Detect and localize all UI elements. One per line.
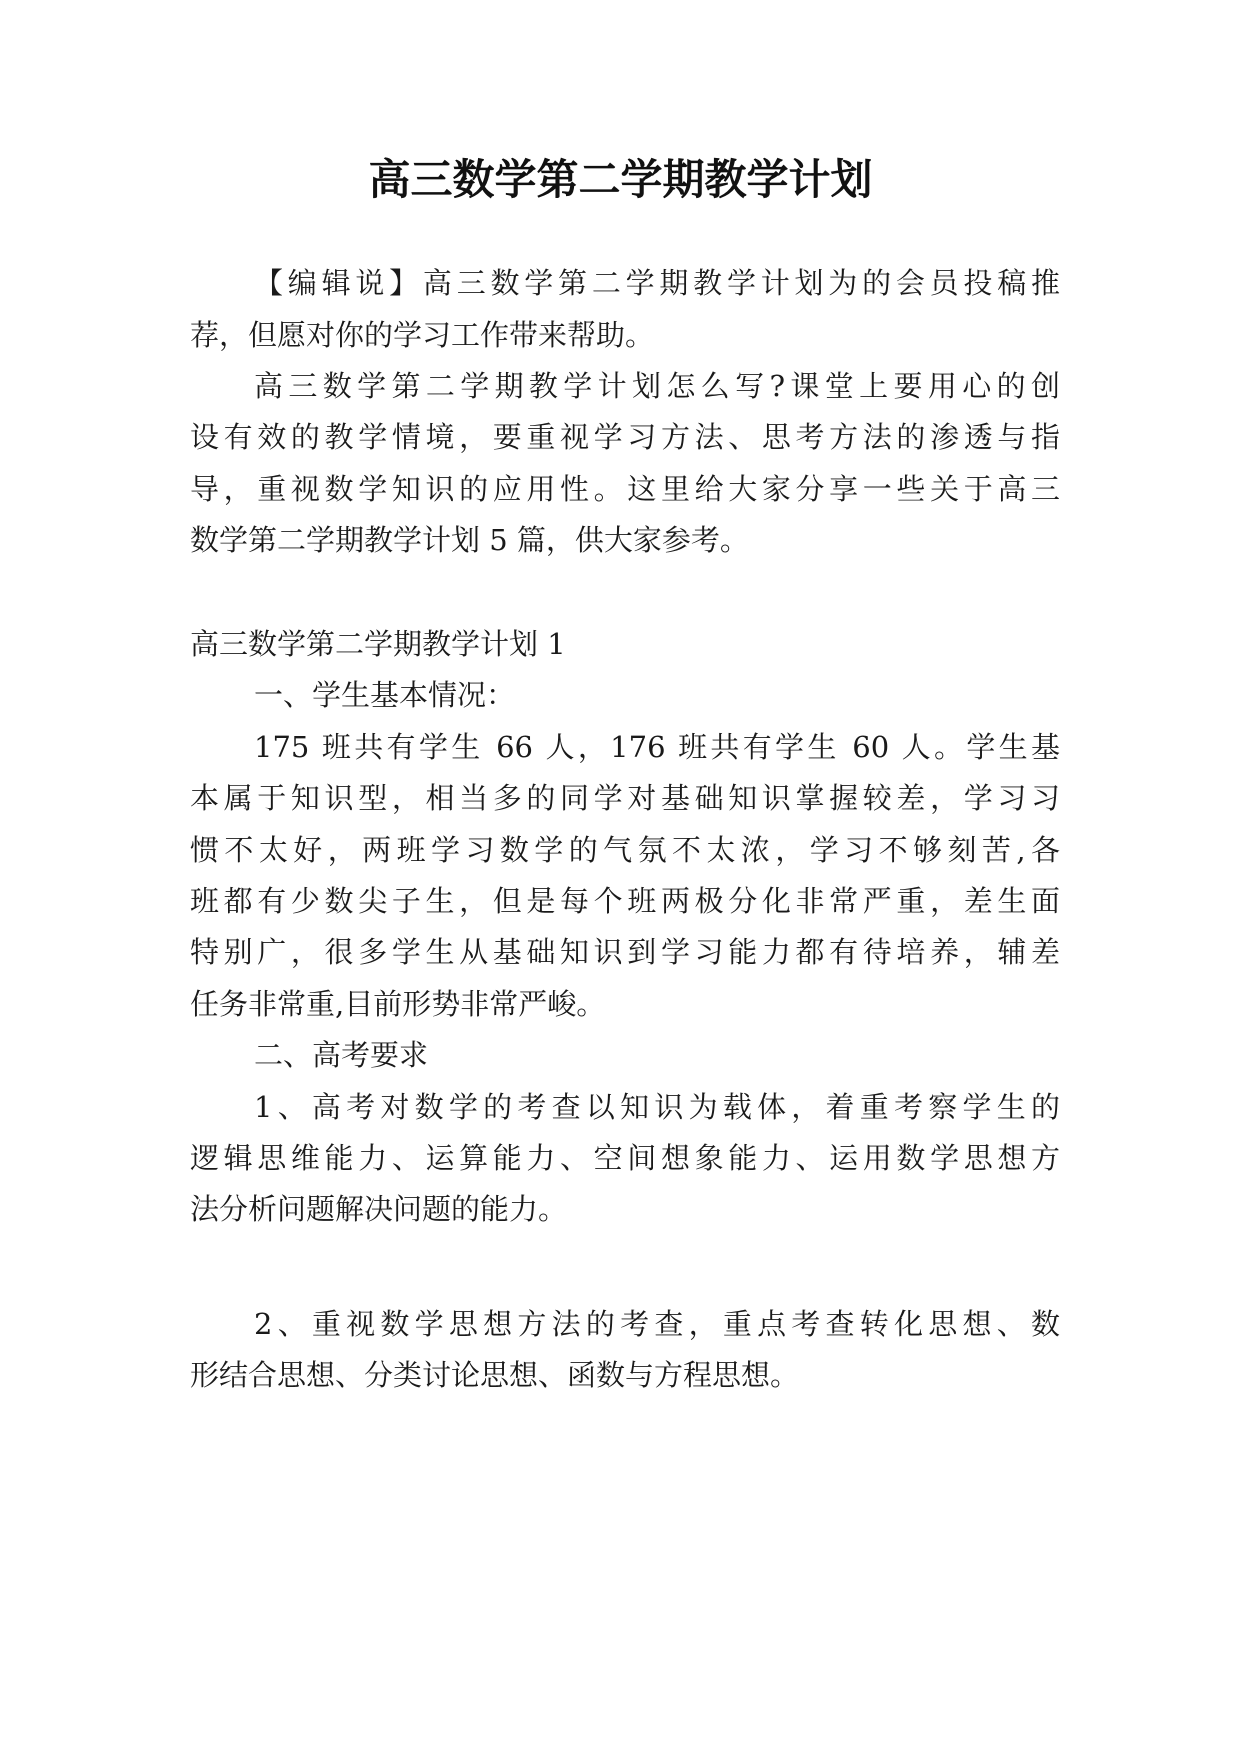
section-heading-plan-1: 高三数学第二学期教学计划 1 — [190, 627, 566, 661]
requirement-2-line-1: 2、重视数学思想方法的考查，重点考查转化思想、数 — [254, 1307, 1060, 1341]
requirement-1-line-3: 法分析问题解决问题的能力。 — [190, 1192, 568, 1226]
subheading-exam-requirements: 二、高考要求 — [254, 1038, 429, 1072]
student-line-6: 任务非常重,目前形势非常严峻。 — [190, 987, 606, 1021]
intro-line-1: 【编辑说】高三数学第二学期教学计划为的会员投稿推 — [254, 266, 1060, 300]
subheading-student-situation: 一、学生基本情况： — [254, 678, 516, 712]
student-line-5: 特别广，很多学生从基础知识到学习能力都有待培养，辅差 — [190, 935, 1060, 969]
summary-line-2: 设有效的教学情境，要重视学习方法、思考方法的渗透与指 — [190, 420, 1060, 454]
intro-line-2: 荐，但愿对你的学习工作带来帮助。 — [190, 318, 655, 352]
summary-line-3: 导，重视数学知识的应用性。这里给大家分享一些关于高三 — [190, 472, 1060, 506]
student-line-3: 惯不太好，两班学习数学的气氛不太浓，学习不够刻苦,各 — [190, 833, 1060, 867]
document-title: 高三数学第二学期教学计划 — [368, 155, 873, 204]
summary-line-1: 高三数学第二学期教学计划怎么写?课堂上要用心的创 — [254, 369, 1060, 403]
summary-line-4: 数学第二学期教学计划 5 篇，供大家参考。 — [190, 523, 749, 557]
requirement-1-line-1: 1、高考对数学的考查以知识为载体，着重考察学生的 — [254, 1090, 1060, 1124]
requirement-1-line-2: 逻辑思维能力、运算能力、空间想象能力、运用数学思想方 — [190, 1141, 1060, 1175]
student-line-1: 175 班共有学生 66 人，176 班共有学生 60 人。学生基 — [254, 730, 1060, 764]
requirement-2-line-2: 形结合思想、分类讨论思想、函数与方程思想。 — [190, 1358, 800, 1392]
student-line-4: 班都有少数尖子生，但是每个班两极分化非常严重，差生面 — [190, 884, 1060, 918]
student-line-2: 本属于知识型，相当多的同学对基础知识掌握较差，学习习 — [190, 781, 1060, 815]
